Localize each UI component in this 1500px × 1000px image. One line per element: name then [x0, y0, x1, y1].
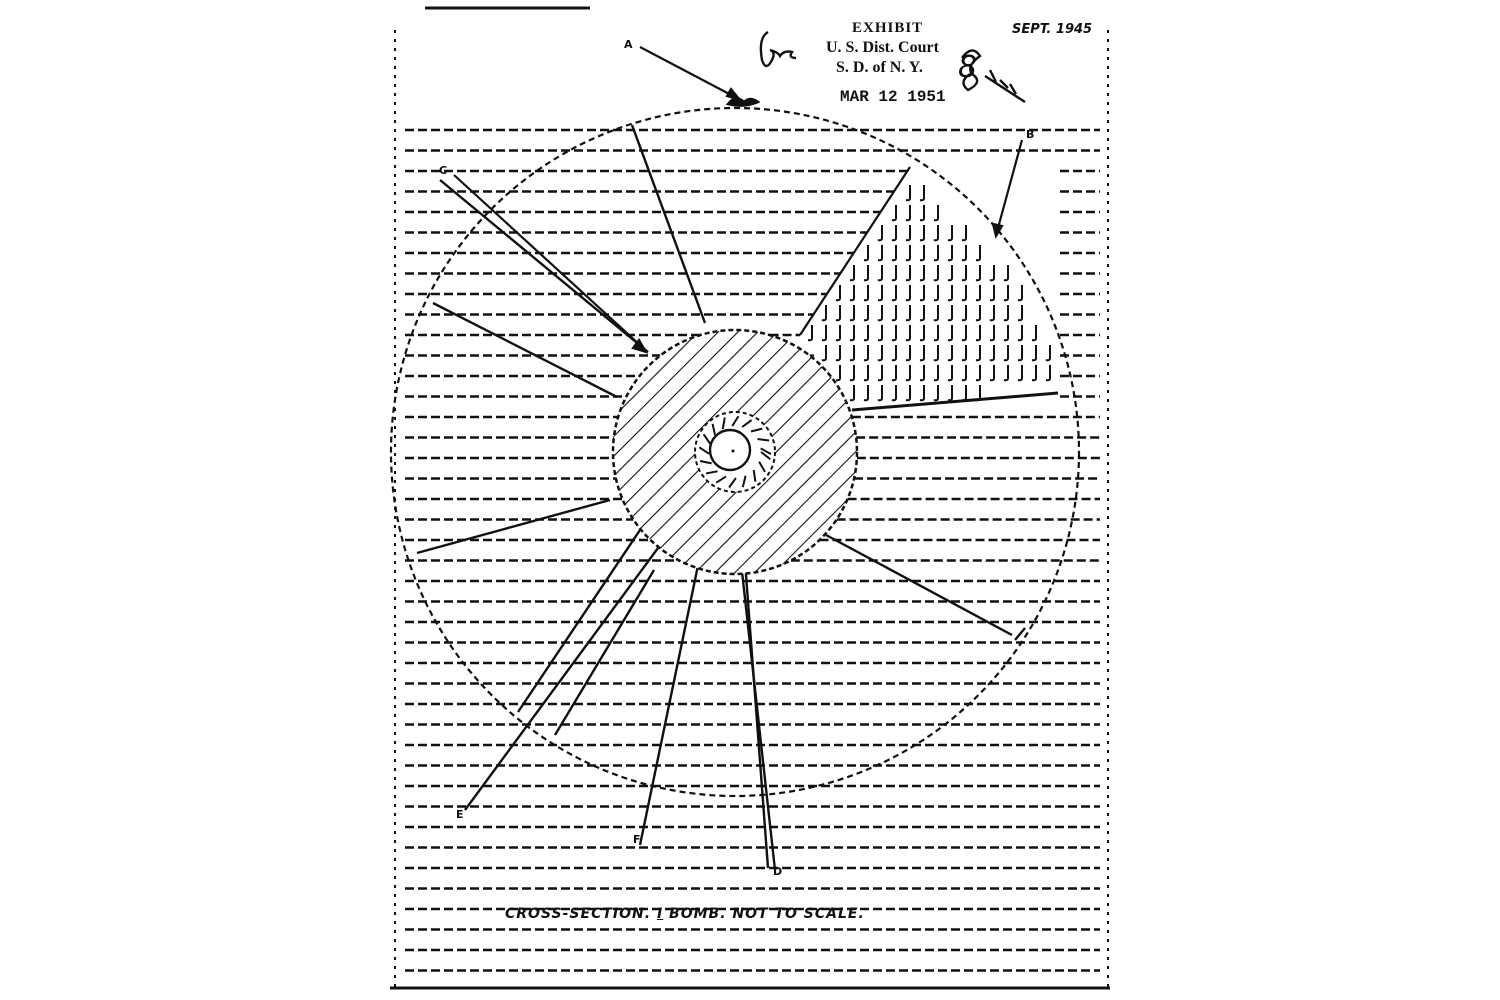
label-f: F [633, 833, 641, 846]
stamp-court: U. S. Dist. Court [826, 39, 939, 56]
handwritten-mark: 8 [958, 50, 978, 85]
label-c: C [439, 164, 448, 177]
stamp-district: S. D. of N. Y. [836, 59, 923, 76]
label-b: B [1026, 128, 1035, 141]
stamp-title: EXHIBIT [852, 20, 924, 36]
inner-core [695, 412, 775, 492]
detonator-mark [728, 98, 758, 105]
label-d: D [773, 865, 783, 878]
caption-prefix: CROSS-SECTION [505, 906, 645, 922]
caption-numeral: I [656, 906, 664, 922]
diagram-caption: CROSS-SECTION. I BOMB. NOT TO SCALE. [505, 906, 865, 922]
caption-suffix: BOMB. NOT TO SCALE. [669, 906, 865, 922]
handwritten-date: SEPT. 1945 [1012, 22, 1093, 37]
label-e: E [456, 808, 464, 821]
wedge-b [800, 167, 1058, 410]
stamp-date: MAR 12 1951 [840, 88, 946, 106]
label-a: A [624, 38, 633, 51]
